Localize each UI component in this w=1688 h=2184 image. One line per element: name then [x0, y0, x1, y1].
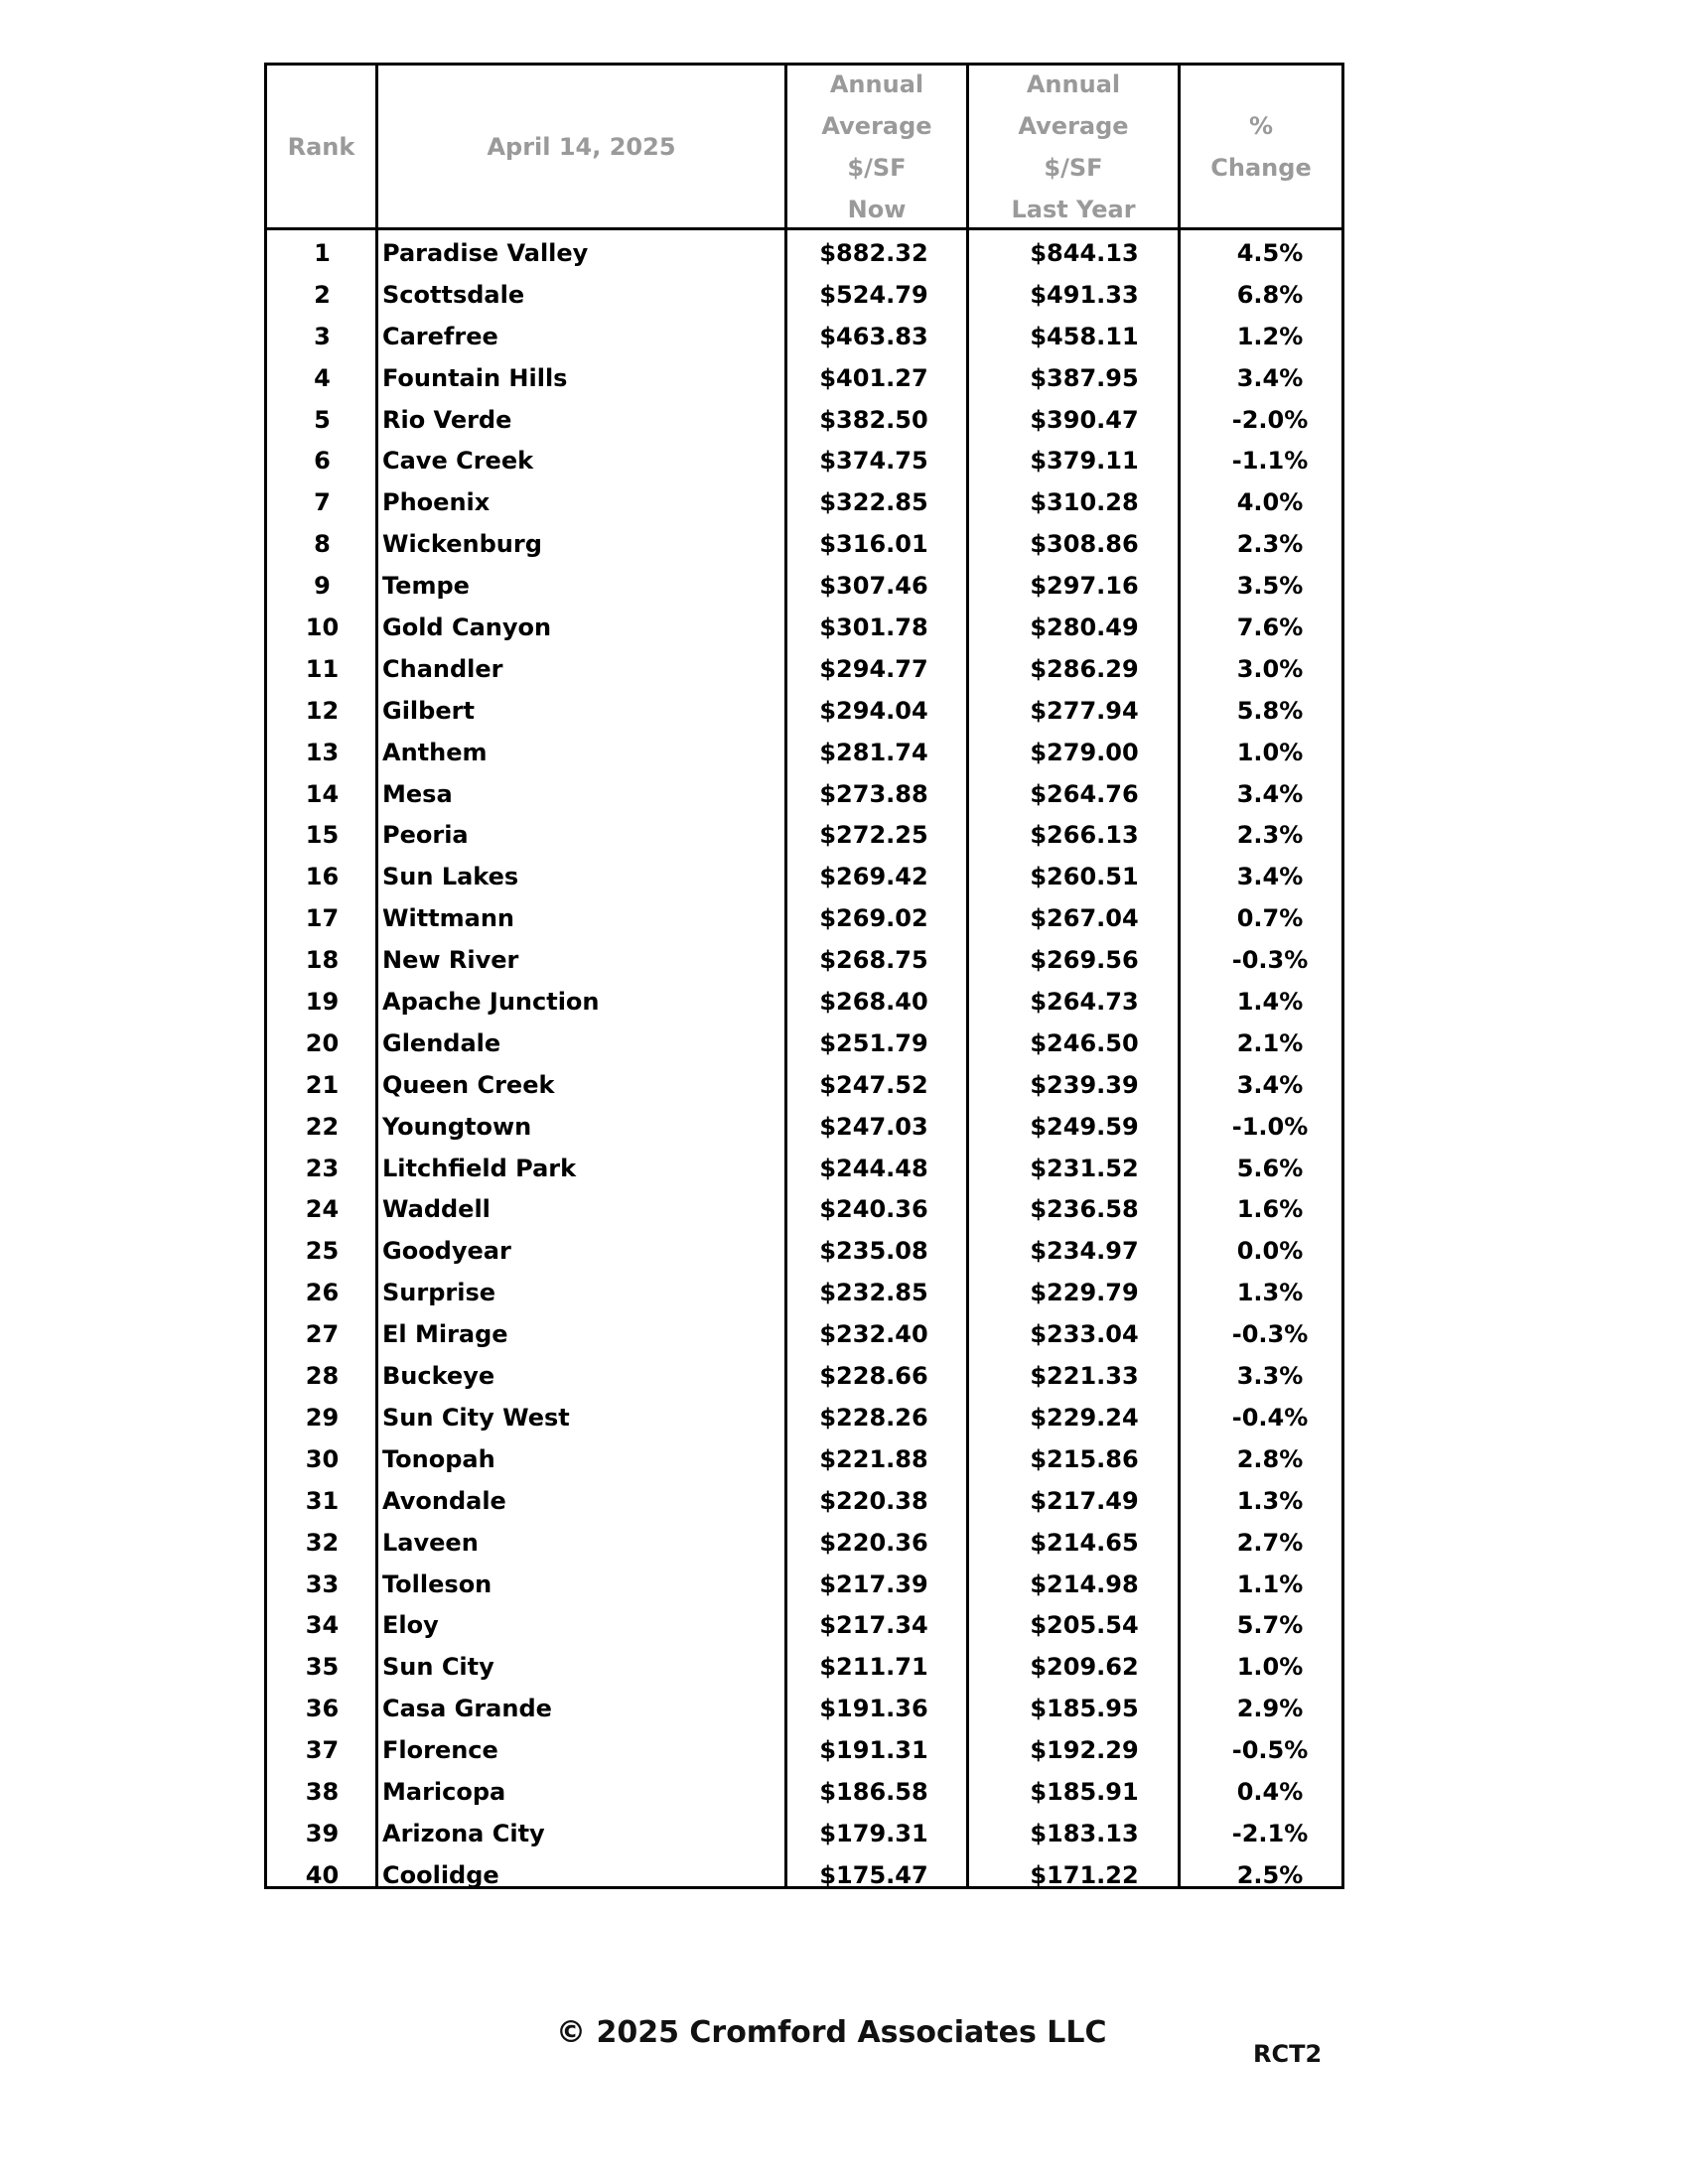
table-row	[267, 1565, 1341, 1606]
price-last-year-cell: $239.39	[1030, 1070, 1139, 1099]
price-now-cell: $186.58	[819, 1777, 928, 1806]
rank-cell: 13	[305, 738, 340, 766]
header-last-year-line: Annual	[1026, 69, 1121, 98]
change-cell: 5.7%	[1236, 1611, 1304, 1640]
table-row	[267, 524, 1341, 566]
price-now-cell: $251.79	[819, 1028, 928, 1057]
rank-cell: 27	[305, 1320, 340, 1349]
price-now-cell: $232.40	[819, 1320, 928, 1349]
price-last-year-cell: $267.04	[1030, 904, 1139, 933]
change-cell: -0.5%	[1231, 1736, 1309, 1765]
rank-cell: 9	[314, 572, 331, 601]
header-change-line: %	[1248, 111, 1274, 140]
table-row	[267, 1231, 1341, 1273]
price-now-cell: $247.52	[819, 1070, 928, 1099]
table-row	[267, 1523, 1341, 1565]
city-cell: Mesa	[382, 779, 453, 808]
price-now-cell: $191.36	[819, 1695, 928, 1723]
table-row	[267, 608, 1341, 649]
table-body	[267, 233, 1341, 1897]
change-cell: 4.5%	[1236, 239, 1304, 267]
price-now-cell: $294.77	[819, 654, 928, 683]
table-row	[267, 733, 1341, 774]
change-cell: -2.1%	[1231, 1819, 1309, 1847]
rank-cell: 17	[305, 904, 340, 933]
price-now-cell: $191.31	[819, 1736, 928, 1765]
change-cell: 3.5%	[1236, 572, 1304, 601]
rank-cell: 32	[305, 1528, 340, 1557]
change-cell: 5.6%	[1236, 1154, 1304, 1182]
header-last-year-line: Average	[1018, 111, 1129, 140]
city-cell: Florence	[382, 1736, 498, 1765]
city-cell: Sun City	[382, 1653, 494, 1682]
city-cell: Arizona City	[382, 1819, 545, 1847]
price-last-year-cell: $229.79	[1030, 1279, 1139, 1307]
price-last-year-cell: $390.47	[1030, 405, 1139, 434]
price-now-cell: $301.78	[819, 614, 928, 642]
price-last-year-cell: $236.58	[1030, 1195, 1139, 1224]
header-last-year-line: Last Year	[1011, 195, 1136, 223]
change-cell: -2.0%	[1231, 405, 1309, 434]
price-now-cell: $220.36	[819, 1528, 928, 1557]
city-cell: Tonopah	[382, 1444, 495, 1473]
price-now-cell: $269.42	[819, 863, 928, 891]
change-cell: 2.1%	[1236, 1028, 1304, 1057]
city-cell: Wittmann	[382, 904, 515, 933]
rank-cell: 6	[314, 447, 331, 476]
price-last-year-cell: $277.94	[1030, 696, 1139, 725]
price-now-cell: $228.66	[819, 1362, 928, 1391]
city-cell: Casa Grande	[382, 1695, 552, 1723]
price-now-cell: $220.38	[819, 1486, 928, 1515]
header-change-line: Change	[1210, 153, 1312, 182]
price-now-cell: $235.08	[819, 1237, 928, 1266]
price-last-year-cell: $260.51	[1030, 863, 1139, 891]
price-last-year-cell: $246.50	[1030, 1028, 1139, 1057]
change-cell: -1.1%	[1231, 447, 1309, 476]
rank-cell: 36	[305, 1695, 340, 1723]
change-cell: 4.0%	[1236, 488, 1304, 517]
price-now-cell: $374.75	[819, 447, 928, 476]
rank-cell: 14	[305, 779, 340, 808]
rank-cell: 16	[305, 863, 340, 891]
table-row	[267, 400, 1341, 442]
table-row	[267, 482, 1341, 524]
city-cell: Maricopa	[382, 1777, 506, 1806]
change-cell: 3.4%	[1236, 863, 1304, 891]
rank-cell: 26	[305, 1279, 340, 1307]
city-cell: Paradise Valley	[382, 239, 589, 267]
price-last-year-cell: $280.49	[1030, 614, 1139, 642]
city-cell: Litchfield Park	[382, 1154, 577, 1182]
table-row	[267, 1439, 1341, 1481]
header-now	[787, 66, 966, 227]
table-row	[267, 1149, 1341, 1190]
city-cell: Sun Lakes	[382, 863, 519, 891]
change-cell: -0.4%	[1231, 1403, 1309, 1432]
price-now-cell: $307.46	[819, 572, 928, 601]
change-cell: 1.0%	[1236, 738, 1304, 766]
table-row	[267, 691, 1341, 733]
price-now-cell: $272.25	[819, 821, 928, 850]
table-row	[267, 1314, 1341, 1356]
header-rank	[267, 66, 375, 227]
city-cell: New River	[382, 946, 519, 975]
rank-cell: 33	[305, 1570, 340, 1598]
city-cell: Phoenix	[382, 488, 491, 517]
price-last-year-cell: $266.13	[1030, 821, 1139, 850]
price-now-cell: $463.83	[819, 322, 928, 350]
report-code: RCT2	[1253, 2040, 1323, 2068]
price-last-year-cell: $279.00	[1030, 738, 1139, 766]
table-row	[267, 815, 1341, 857]
rank-cell: 18	[305, 946, 340, 975]
price-now-cell: $524.79	[819, 280, 928, 309]
table-row	[267, 1772, 1341, 1814]
price-last-year-cell: $844.13	[1030, 239, 1139, 267]
change-cell: 0.0%	[1236, 1237, 1304, 1266]
rank-cell: 2	[314, 280, 331, 309]
price-last-year-cell: $214.98	[1030, 1570, 1139, 1598]
price-last-year-cell: $491.33	[1030, 280, 1139, 309]
change-cell: 6.8%	[1236, 280, 1304, 309]
table-row	[267, 1481, 1341, 1523]
header-date-label: April 14, 2025	[487, 132, 676, 161]
change-cell: 2.3%	[1236, 821, 1304, 850]
price-last-year-cell: $234.97	[1030, 1237, 1139, 1266]
change-cell: 1.3%	[1236, 1486, 1304, 1515]
city-cell: Anthem	[382, 738, 488, 766]
table-row	[267, 566, 1341, 608]
header-now-line: Average	[821, 111, 932, 140]
price-last-year-cell: $264.73	[1030, 988, 1139, 1017]
price-last-year-cell: $229.24	[1030, 1403, 1139, 1432]
rank-cell: 5	[314, 405, 331, 434]
price-now-cell: $294.04	[819, 696, 928, 725]
header-now-line: Annual	[829, 69, 924, 98]
ranking-table	[264, 63, 1344, 1889]
city-cell: Goodyear	[382, 1237, 511, 1266]
table-row	[267, 857, 1341, 898]
table-row	[267, 649, 1341, 691]
city-cell: Wickenburg	[382, 530, 542, 559]
change-cell: 0.7%	[1236, 904, 1304, 933]
price-last-year-cell: $233.04	[1030, 1320, 1139, 1349]
change-cell: 2.9%	[1236, 1695, 1304, 1723]
rank-cell: 37	[305, 1736, 340, 1765]
rank-cell: 22	[305, 1112, 340, 1141]
city-cell: Waddell	[382, 1195, 491, 1224]
change-cell: 1.3%	[1236, 1279, 1304, 1307]
change-cell: 1.6%	[1236, 1195, 1304, 1224]
price-last-year-cell: $185.91	[1030, 1777, 1139, 1806]
price-last-year-cell: $458.11	[1030, 322, 1139, 350]
price-now-cell: $217.39	[819, 1570, 928, 1598]
price-last-year-cell: $205.54	[1030, 1611, 1139, 1640]
table-row	[267, 441, 1341, 482]
rank-cell: 3	[314, 322, 331, 350]
city-cell: Tempe	[382, 572, 470, 601]
price-last-year-cell: $214.65	[1030, 1528, 1139, 1557]
city-cell: Carefree	[382, 322, 498, 350]
city-cell: Scottsdale	[382, 280, 525, 309]
rank-cell: 12	[305, 696, 340, 725]
change-cell: 3.0%	[1236, 654, 1304, 683]
price-now-cell: $175.47	[819, 1860, 928, 1889]
rank-cell: 28	[305, 1362, 340, 1391]
change-cell: -0.3%	[1231, 946, 1309, 975]
change-cell: 5.8%	[1236, 696, 1304, 725]
rank-cell: 23	[305, 1154, 340, 1182]
price-now-cell: $247.03	[819, 1112, 928, 1141]
city-cell: Cave Creek	[382, 447, 534, 476]
change-cell: 1.0%	[1236, 1653, 1304, 1682]
table-row	[267, 940, 1341, 982]
header-now-line: $/SF	[847, 153, 907, 182]
price-now-cell: $240.36	[819, 1195, 928, 1224]
change-cell: 1.4%	[1236, 988, 1304, 1017]
rank-cell: 38	[305, 1777, 340, 1806]
city-cell: Tolleson	[382, 1570, 492, 1598]
price-last-year-cell: $171.22	[1030, 1860, 1139, 1889]
table-row	[267, 1398, 1341, 1439]
change-cell: -1.0%	[1231, 1112, 1309, 1141]
table-row	[267, 1814, 1341, 1855]
price-now-cell: $179.31	[819, 1819, 928, 1847]
rank-cell: 11	[305, 654, 340, 683]
price-now-cell: $382.50	[819, 405, 928, 434]
table-row	[267, 317, 1341, 358]
rank-cell: 20	[305, 1028, 340, 1057]
price-last-year-cell: $310.28	[1030, 488, 1139, 517]
table-row	[267, 1689, 1341, 1730]
city-cell: Glendale	[382, 1028, 501, 1057]
rank-cell: 39	[305, 1819, 340, 1847]
price-last-year-cell: $308.86	[1030, 530, 1139, 559]
price-now-cell: $244.48	[819, 1154, 928, 1182]
price-now-cell: $221.88	[819, 1444, 928, 1473]
price-now-cell: $268.40	[819, 988, 928, 1017]
table-row	[267, 982, 1341, 1024]
price-now-cell: $232.85	[819, 1279, 928, 1307]
rank-cell: 29	[305, 1403, 340, 1432]
change-cell: 3.3%	[1236, 1362, 1304, 1391]
city-cell: Rio Verde	[382, 405, 512, 434]
change-cell: 2.5%	[1236, 1860, 1304, 1889]
rank-cell: 31	[305, 1486, 340, 1515]
price-now-cell: $316.01	[819, 530, 928, 559]
price-now-cell: $401.27	[819, 363, 928, 392]
table-row	[267, 1855, 1341, 1897]
city-cell: Youngtown	[382, 1112, 532, 1141]
rank-cell: 34	[305, 1611, 340, 1640]
header-rank-label: Rank	[287, 132, 355, 161]
change-cell: 7.6%	[1236, 614, 1304, 642]
rank-cell: 25	[305, 1237, 340, 1266]
price-last-year-cell: $387.95	[1030, 363, 1139, 392]
city-cell: Apache Junction	[382, 988, 600, 1017]
price-last-year-cell: $185.95	[1030, 1695, 1139, 1723]
price-last-year-cell: $264.76	[1030, 779, 1139, 808]
city-cell: Chandler	[382, 654, 503, 683]
price-last-year-cell: $215.86	[1030, 1444, 1139, 1473]
rank-cell: 21	[305, 1070, 340, 1099]
table-row	[267, 1189, 1341, 1231]
city-cell: Sun City West	[382, 1403, 570, 1432]
price-last-year-cell: $269.56	[1030, 946, 1139, 975]
city-cell: Coolidge	[382, 1860, 499, 1889]
price-last-year-cell: $221.33	[1030, 1362, 1139, 1391]
table-row	[267, 1605, 1341, 1647]
price-now-cell: $281.74	[819, 738, 928, 766]
table-row	[267, 774, 1341, 816]
price-now-cell: $322.85	[819, 488, 928, 517]
table-row	[267, 358, 1341, 400]
change-cell: 2.8%	[1236, 1444, 1304, 1473]
table-row	[267, 1647, 1341, 1689]
city-cell: Fountain Hills	[382, 363, 568, 392]
city-cell: Buckeye	[382, 1362, 495, 1391]
table-row	[267, 1273, 1341, 1314]
rank-cell: 15	[305, 821, 340, 850]
header-date	[378, 66, 784, 227]
table-row	[267, 1730, 1341, 1772]
price-last-year-cell: $231.52	[1030, 1154, 1139, 1182]
change-cell: 2.3%	[1236, 530, 1304, 559]
change-cell: 2.7%	[1236, 1528, 1304, 1557]
change-cell: 1.1%	[1236, 1570, 1304, 1598]
rank-cell: 19	[305, 988, 340, 1017]
table-row	[267, 275, 1341, 317]
city-cell: Eloy	[382, 1611, 439, 1640]
price-last-year-cell: $183.13	[1030, 1819, 1139, 1847]
price-now-cell: $269.02	[819, 904, 928, 933]
price-now-cell: $217.34	[819, 1611, 928, 1640]
city-cell: Surprise	[382, 1279, 496, 1307]
change-cell: 3.4%	[1236, 1070, 1304, 1099]
change-cell: 1.2%	[1236, 322, 1304, 350]
change-cell: 3.4%	[1236, 363, 1304, 392]
rank-cell: 24	[305, 1195, 340, 1224]
price-now-cell: $211.71	[819, 1653, 928, 1682]
city-cell: El Mirage	[382, 1320, 508, 1349]
city-cell: Laveen	[382, 1528, 479, 1557]
price-last-year-cell: $249.59	[1030, 1112, 1139, 1141]
change-cell: 0.4%	[1236, 1777, 1304, 1806]
rank-cell: 7	[314, 488, 331, 517]
price-last-year-cell: $209.62	[1030, 1653, 1139, 1682]
price-last-year-cell: $379.11	[1030, 447, 1139, 476]
city-cell: Gold Canyon	[382, 614, 552, 642]
copyright-text: © 2025 Cromford Associates LLC	[556, 2015, 1107, 2050]
rank-cell: 10	[305, 614, 340, 642]
price-last-year-cell: $297.16	[1030, 572, 1139, 601]
change-cell: 3.4%	[1236, 779, 1304, 808]
table-row	[267, 1107, 1341, 1149]
header-divider	[267, 227, 1341, 230]
header-change	[1181, 66, 1341, 227]
rank-cell: 4	[314, 363, 331, 392]
price-now-cell: $268.75	[819, 946, 928, 975]
table-row	[267, 1024, 1341, 1065]
price-now-cell: $228.26	[819, 1403, 928, 1432]
table-row	[267, 233, 1341, 275]
price-last-year-cell: $217.49	[1030, 1486, 1139, 1515]
table-row	[267, 1356, 1341, 1398]
city-cell: Peoria	[382, 821, 469, 850]
city-cell: Gilbert	[382, 696, 475, 725]
table-row	[267, 898, 1341, 940]
rank-cell: 40	[305, 1860, 340, 1889]
header-last-year-line: $/SF	[1044, 153, 1103, 182]
header-last-year	[969, 66, 1178, 227]
city-cell: Avondale	[382, 1486, 506, 1515]
price-now-cell: $882.32	[819, 239, 928, 267]
rank-cell: 8	[314, 530, 331, 559]
price-last-year-cell: $192.29	[1030, 1736, 1139, 1765]
price-last-year-cell: $286.29	[1030, 654, 1139, 683]
rank-cell: 30	[305, 1444, 340, 1473]
change-cell: -0.3%	[1231, 1320, 1309, 1349]
price-now-cell: $273.88	[819, 779, 928, 808]
rank-cell: 35	[305, 1653, 340, 1682]
rank-cell: 1	[314, 239, 331, 267]
header-now-line: Now	[847, 195, 907, 223]
city-cell: Queen Creek	[382, 1070, 555, 1099]
table-row	[267, 1065, 1341, 1107]
